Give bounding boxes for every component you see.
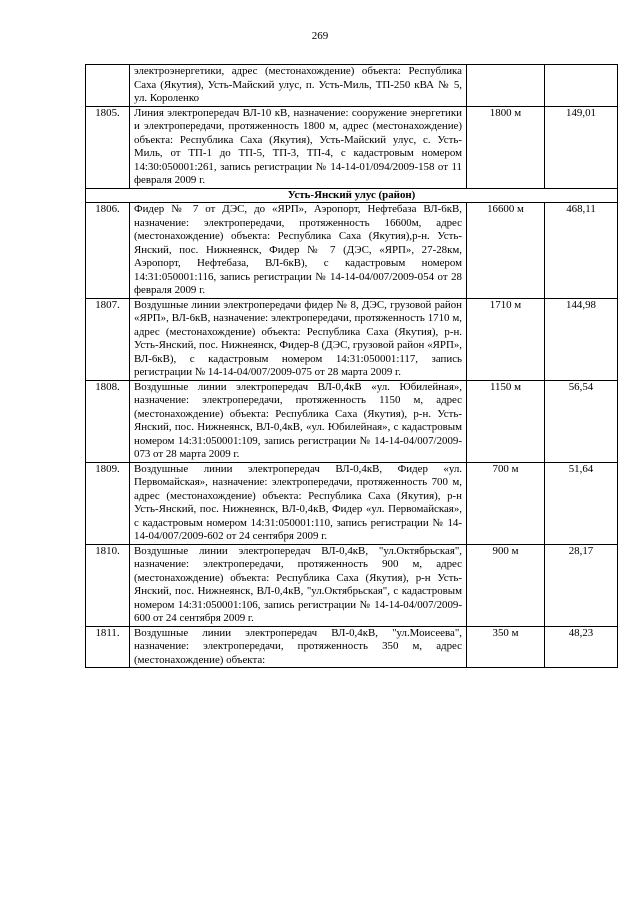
value-cell: 48,23 [545,626,618,668]
row-number-cell: 1809. [86,462,130,544]
row-number-cell: 1806. [86,203,130,299]
length-cell: 350 м [467,626,545,668]
row-number-cell: 1810. [86,544,130,626]
table-row [86,544,618,626]
length-cell: 900 м [467,544,545,626]
continuation-row [86,65,618,107]
value-cell: 51,64 [545,462,618,544]
value-cell: 468,11 [545,203,618,299]
description-cell: Воздушные линии электропередач ВЛ-0,4кВ, "ул.Моисеева", назначение: электропередачи, протяженность 350 м, адрес (местонахождение) объекта: [130,626,467,668]
page-number: 269 [311,30,329,42]
row-number-cell: 1808. [86,380,130,462]
row-number-cell: 1805. [86,106,130,188]
length-cell: 16600 м [467,203,545,299]
length-cell: 700 м [467,462,545,544]
length-cell [467,65,545,107]
description-cell: электроэнергетики, адрес (местонахождение) объекта: Республика Саха (Якутия), Усть-Майский улус, п. Усть-Миль, ТП-250 кВА № 5, ул. Короленко [130,65,467,107]
table-row [86,380,618,462]
description-cell: Воздушные линии электропередачи фидер № 8, ДЭС, грузовой район «ЯРП», ВЛ-6кВ, назначение: электропередачи, протяженность 1710 м, адрес (местонахождение) объекта: Республика Саха (Якутия), р-н. Усть-Янский, пос. Нижнеянск, Фидер-8 (ДЭС, грузовой район «ЯРП», ВЛ-6кВ), с кадастровым номером 14:31:050001:117, запись регистрации № 14-14-04/007/2009-075 от 28 марта 2009 г. [130,298,467,380]
length-cell: 1150 м [467,380,545,462]
description-cell: Воздушные линии электропередач ВЛ-0,4кВ «ул. Юбилейная», назначение: электропередачи, протяженность 1150 м, адрес (местонахождение) объекта: Республика Саха (Якутия), р-н. Усть-Янский, пос. Нижнеянск, ВЛ-0,4кВ, «ул. Юбилейная», с кадастровым номером 14:31:050001:109, запись регистрации № 14-14-04/007/2009-073 от 28 марта 2009 г. [130,380,467,462]
row-number-cell: 1811. [86,626,130,668]
description-cell: Воздушные линии электропередач ВЛ-0,4кВ, Фидер «ул. Первомайская», назначение: электропередачи, протяженность 700 м, адрес (местонахождение) объекта: Республика Саха (Якутия), р-н Усть-Янский, пос. Нижнеянск, ВЛ-0,4кВ, Фидер «ул. Первомайская», с кадастровым номером 14:31:050001:110, запись регистрации № 14-14-04/007/2009-602 от 24 сентября 2009 г. [130,462,467,544]
description-cell: Воздушные линии электропередач ВЛ-0,4кВ, "ул.Октябрьская", назначение: электропередачи, протяженность 900 м, адрес (местонахождение) объекта: Республика Саха (Якутия), р-н Усть-Янский, пос. Нижнеянск, ВЛ-0,4кВ, "ул.Октябрьская", с кадастровым номером 14:31:050001:106, запись регистрации № 14-14-04/007/2009-600 от 24 сентября 2009 г. [130,544,467,626]
value-cell: 28,17 [545,544,618,626]
row-number-cell [86,65,130,107]
length-cell: 1710 м [467,298,545,380]
length-cell: 1800 м [467,106,545,188]
table-row [86,298,618,380]
table-row [86,106,618,188]
value-cell: 144,98 [545,298,618,380]
section-title: Усть-Янский улус (район) [86,188,618,203]
description-cell: Линия электропередач ВЛ-10 кВ, назначение: сооружение энергетики и электропередачи, протяженность 1800 м, адрес (местонахождение) объекта: Республика Саха (Якутия), Усть-Майский улус, с. Усть-Миль, от ТП-1 до ТП-5, ТП-3, ТП-4, с кадастровым номером 14:30:050001:261, запись регистрации № 14-14-01/094/2009-158 от 11 февраля 2009 г. [130,106,467,188]
table-row [86,462,618,544]
value-cell: 56,54 [545,380,618,462]
row-number-cell: 1807. [86,298,130,380]
value-cell: 149,01 [545,106,618,188]
table-row [86,203,618,299]
description-cell: Фидер № 7 от ДЭС, до «ЯРП», Аэропорт, Нефтебаза ВЛ-6кВ, назначение: электропередачи, протяженность 16600м, адрес (местонахождение) объекта: Республика Саха (Якутия),р-н. Усть-Янский, пос. Нижнеянск, Фидер № 7 (ДЭС, «ЯРП», 27-28км, Аэропорт, Нефтебаза, ВЛ-6кВ), с кадастровым номером 14:31:050001:116, запись регистрации № 14-14-04/007/2009-054 от 28 февраля 2009 г. [130,203,467,299]
section-header-row [86,188,618,203]
table-row [86,626,618,668]
value-cell [545,65,618,107]
property-registry-table [85,64,618,668]
